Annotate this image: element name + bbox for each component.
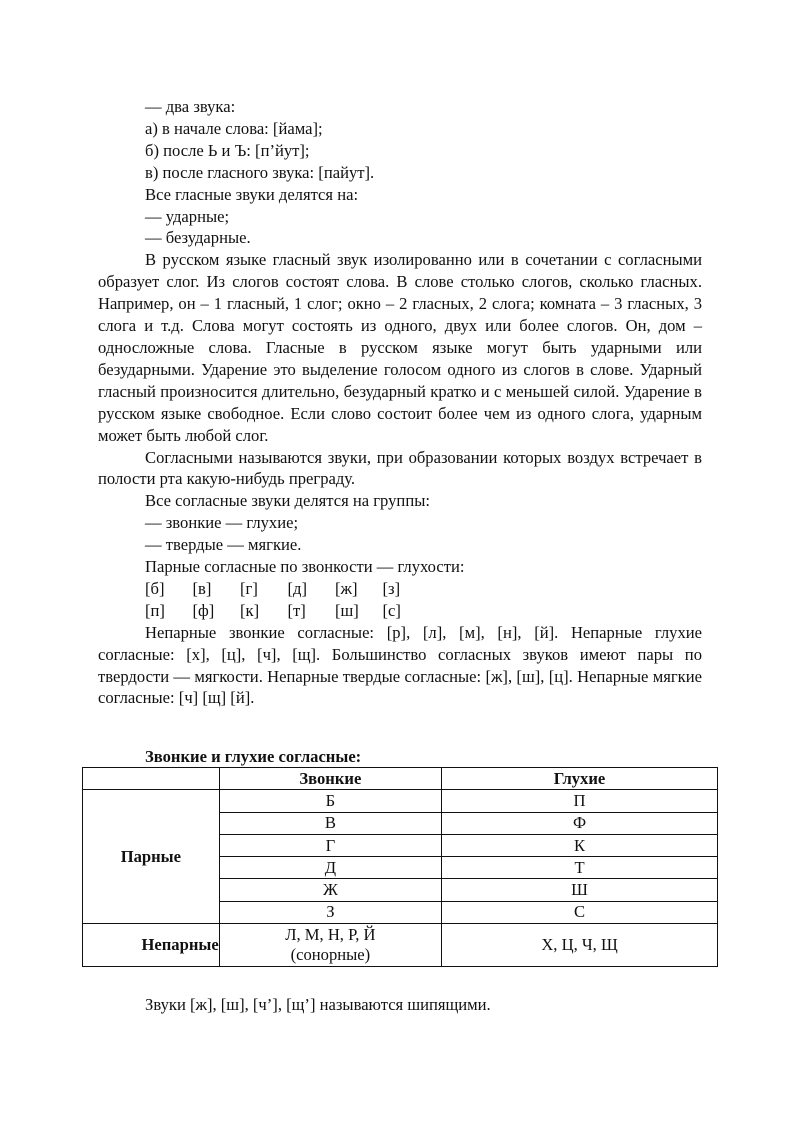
voiced-cell: Б bbox=[219, 790, 441, 812]
unpaired-consonants-paragraph: Непарные звонкие согласные: [р], [л], [м], [н], [й]. Непарные глухие согласные: [х], [ц], [ч], [щ]. Большинство согласных звуков имеют пары по твердости — мягкости. Непарные твердые согласные: [ж], [ш], [ц]. Непарные мягкие согласные: [ч] [щ] [й]. bbox=[98, 622, 702, 708]
text-line: Парные согласные по звонкости — глухости: bbox=[145, 557, 465, 577]
voiceless-sound: [т] bbox=[287, 600, 306, 620]
text-line: — безударные. bbox=[145, 228, 251, 248]
voiceless-sound: [п] bbox=[145, 600, 165, 620]
voiceless-sound: [с] bbox=[382, 600, 401, 620]
voiced-cell: Г bbox=[219, 834, 441, 856]
voiceless-sound: [ш] bbox=[335, 600, 359, 620]
text-line: б) после Ь и Ъ: [п’йут]; bbox=[145, 140, 310, 160]
voiced-cell: Ж bbox=[219, 879, 441, 901]
voiced-cell: В bbox=[219, 812, 441, 834]
voiceless-cell: Ш bbox=[442, 879, 718, 901]
hissing-sounds-note: Звуки [ж], [ш], [ч’], [щ’] называются шипящими. bbox=[145, 995, 491, 1014]
unpaired-voiced-cell bbox=[219, 924, 441, 967]
voiced-sound: [г] bbox=[240, 578, 258, 598]
text-line: а) в начале слова: [йама]; bbox=[145, 118, 323, 138]
voiceless-cell: К bbox=[442, 834, 718, 856]
text-line: — твердые — мягкие. bbox=[145, 535, 302, 555]
voiced-sound: [ж] bbox=[335, 578, 358, 598]
unpaired-label: Непарные bbox=[83, 924, 220, 967]
text-line: Все согласные звуки делятся на группы: bbox=[145, 491, 430, 511]
unpaired-voiceless-cell: Х, Ц, Ч, Щ bbox=[442, 924, 718, 967]
text-line: в) после гласного звука: [пайут]. bbox=[145, 162, 375, 182]
voiced-sound: [б] bbox=[145, 578, 165, 598]
paired-label: Парные bbox=[83, 790, 220, 924]
voiced-sound: [з] bbox=[382, 578, 401, 598]
table-header-row bbox=[83, 768, 718, 790]
voiced-cell: З bbox=[219, 901, 441, 923]
table-title: Звонкие и глухие согласные: bbox=[145, 747, 362, 766]
syllable-paragraph: В русском языке гласный звук изолированно или в сочетании с согласными образует слог. Из слогов состоят слова. В слове столько слогов, сколько гласных. Например, он – 1 гласный, 1 слог; окно – 2 гласных, 2 слога; комната – 3 гласных, 3 слога и т.д. Слова могут состоять из одного, двух или более слогов. Он, дом – односложные слова. Гласные в русском языке могут быть ударными или безударными. Ударение это выделение голосом одного из слогов в слове. Ударный гласный произносится длительно, безударный кратко и с меньшей силой. Ударение в русском языке свободное. Если слово состоит более чем из одного слога, ударным может быть любой слог. bbox=[98, 250, 702, 445]
voiced-sound: [в] bbox=[192, 578, 212, 598]
voiceless-cell: П bbox=[442, 790, 718, 812]
table-row bbox=[83, 924, 718, 967]
voiced-cell: Д bbox=[219, 857, 441, 879]
header-voiceless: Глухие bbox=[442, 768, 718, 790]
text-line: — два звука: bbox=[145, 97, 236, 116]
table-row bbox=[83, 790, 718, 812]
voiceless-cell: Т bbox=[442, 857, 718, 879]
text-line: — звонкие — глухие; bbox=[145, 513, 299, 533]
unpaired-voiced-note: (сонорные) bbox=[290, 945, 371, 965]
voiced-sound: [д] bbox=[287, 578, 307, 598]
text-line: Все гласные звуки делятся на: bbox=[145, 184, 359, 204]
consonants-definition-paragraph: Согласными называются звуки, при образовании которых воздух встречает в полости рта какую-нибудь преграду. bbox=[98, 447, 702, 489]
voiceless-cell: Ф bbox=[442, 812, 718, 834]
voiceless-cell: С bbox=[442, 901, 718, 923]
voiced-pairs-row bbox=[98, 578, 702, 600]
table-corner-cell bbox=[83, 768, 220, 790]
voiceless-pairs-row bbox=[98, 600, 702, 622]
document-body bbox=[98, 96, 702, 709]
unpaired-voiced-letters: Л, М, Н, Р, Й bbox=[285, 925, 376, 945]
header-voiced: Звонкие bbox=[219, 768, 441, 790]
voiceless-sound: [ф] bbox=[192, 600, 215, 620]
consonants-table bbox=[82, 767, 718, 967]
voiceless-sound: [к] bbox=[240, 600, 260, 620]
text-line: — ударные; bbox=[145, 206, 230, 226]
